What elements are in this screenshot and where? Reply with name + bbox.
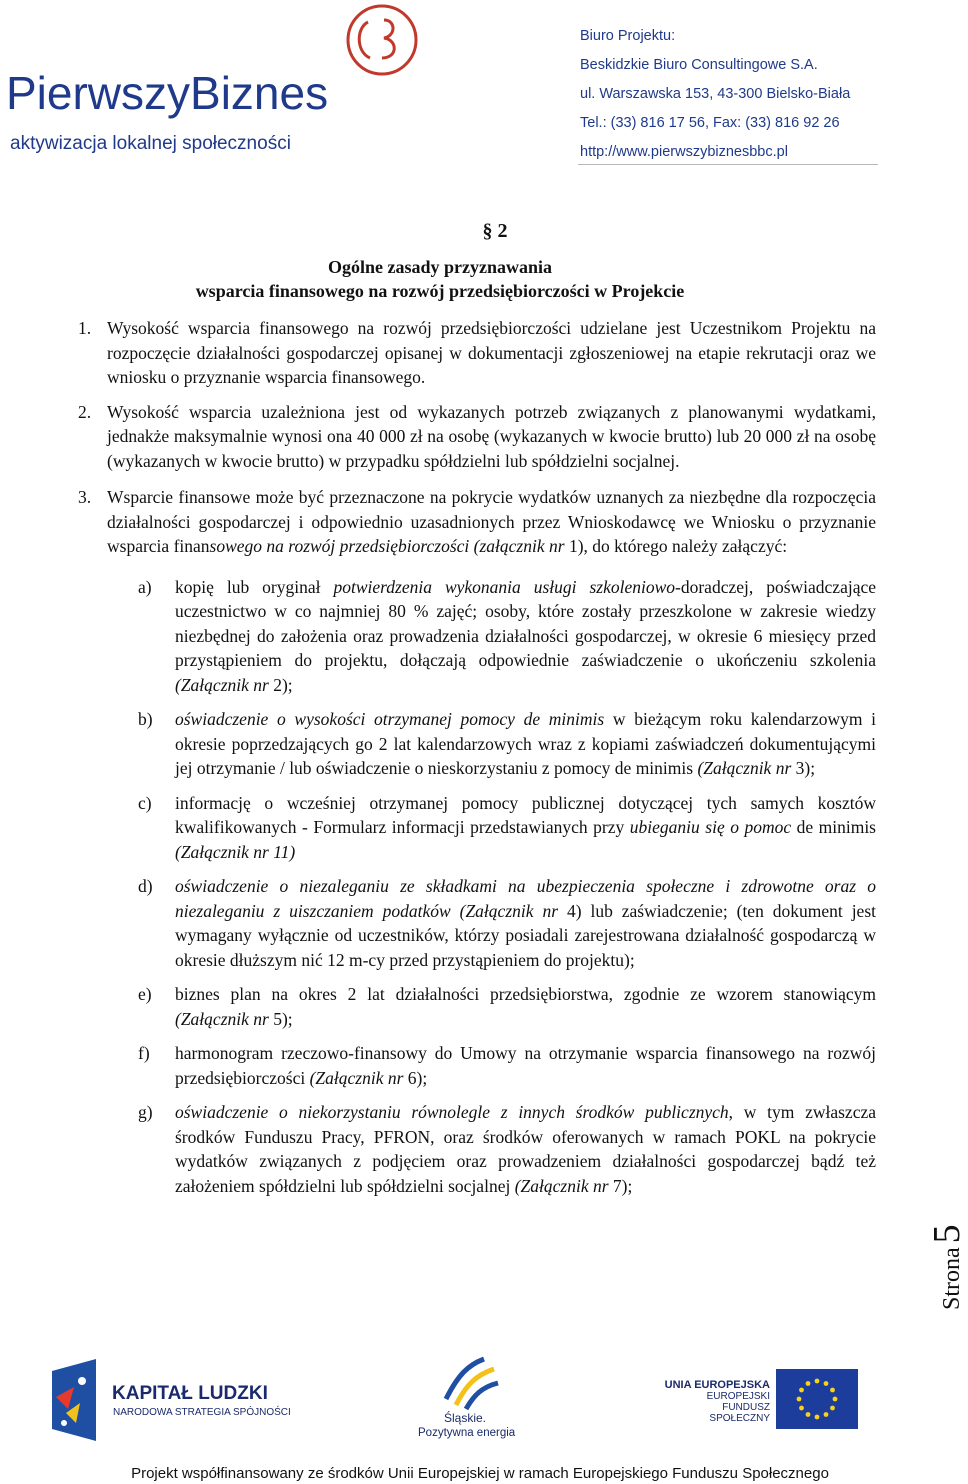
attachment-letter: a) bbox=[138, 576, 152, 597]
attachment-list bbox=[138, 575, 876, 1199]
attachment-letter: d) bbox=[138, 876, 153, 896]
attachment-letter: f) bbox=[138, 1043, 150, 1063]
attachment-text-italic: oświadczenie o wysokości otrzymanej pomocy de minimis bbox=[175, 709, 605, 729]
footer-logos bbox=[0, 1355, 960, 1445]
slaskie-tagline: Pozytywna energia bbox=[418, 1427, 516, 1439]
attachment-item-f bbox=[138, 1041, 876, 1090]
attachment-text: , w tym zwłaszcza środków Funduszu Pracy, PFRON, oraz środków oferowanych w ramach POKL na pokrycie wydatków związanych z podjęciem oraz prowadzeniem działalności gospodarczej bądź też założeniem spółdzielni lub spółdzielni socjalnej bbox=[175, 1102, 876, 1196]
kapital-ludzki-title: KAPITAŁ LUDZKI bbox=[112, 1383, 268, 1404]
section-number: § 2 bbox=[482, 220, 508, 242]
letterhead bbox=[0, 0, 960, 170]
attachment-text-italic: (Załącznik nr bbox=[514, 1175, 613, 1196]
attachment-text-italic: (Załącznik nr bbox=[175, 1008, 274, 1029]
attachment-text-italic: (Załącznik nr bbox=[697, 758, 796, 778]
numbered-item bbox=[78, 485, 876, 559]
office-url[interactable]: http://www.pierwszybiznesbbc.pl bbox=[580, 144, 788, 160]
header-divider bbox=[578, 164, 878, 165]
bbc-monogram-logo bbox=[338, 2, 426, 82]
kapital-ludzki-logo-icon bbox=[46, 1357, 104, 1443]
attachment-text-italic: oświadczenie o niekorzystaniu równolegle z innych środków publicznych bbox=[175, 1102, 729, 1122]
item-number: 2. bbox=[78, 401, 92, 422]
item-text: Wysokość wsparcia finansowego na rozwój przedsiębiorczości udzielane jest Uczestnikom Projektu na rozpoczęcie działalności gospodarczej opisanej w dokumentacji zgłoszeniowej na etapie rekrutacji oraz we wniosku o przyznanie wsparcia finansowego. bbox=[107, 318, 876, 387]
section-title-line1: Ogólne zasady przyznawania bbox=[327, 257, 552, 277]
attachment-item-e bbox=[138, 982, 876, 1031]
attachment-text: harmonogram rzeczowo-finansowy do Umowy na otrzymanie wsparcia finansowego na rozwój przedsiębiorczości bbox=[175, 1043, 876, 1088]
cofinancing-note: Projekt współfinansowany ze środków Unii Europejskiej w ramach Europejskiego Funduszu Społecznego bbox=[131, 1465, 829, 1482]
attachment-item-c bbox=[138, 791, 876, 865]
attachment-text: w bieżącym roku kalendarzowym i okresie poprzedzających go 2 lat kalendarzowych wraz z kopiami zaświadczeń dokumentującymi jej otrzymanie / lub oświadczenie o nieskorzystaniu z pomocy de minimis bbox=[175, 709, 877, 778]
attachment-item-d bbox=[138, 874, 876, 972]
attachment-text: de minimis bbox=[791, 817, 876, 837]
attachment-item-b bbox=[138, 707, 876, 781]
item-text-italic: sowego na rozwój przedsiębiorczości (załącznik nr bbox=[209, 536, 565, 556]
attachment-text-italic: potwierdzenia wykonania usługi szkoleniowo bbox=[333, 576, 676, 597]
eu-flag-icon bbox=[776, 1369, 858, 1429]
logo-tagline: aktywizacja lokalnej społeczności bbox=[10, 133, 291, 154]
attachment-text: 3); bbox=[795, 758, 816, 778]
attachment-item-g bbox=[138, 1100, 876, 1198]
attachment-text-italic: (Załącznik nr 11) bbox=[175, 841, 296, 862]
attachment-text-italic: (Załącznik nr bbox=[175, 674, 274, 695]
numbered-item bbox=[78, 400, 876, 474]
attachment-letter: c) bbox=[138, 792, 152, 813]
eu-line3: FUNDUSZ SPOŁECZNY bbox=[709, 1402, 770, 1424]
attachment-letter: e) bbox=[138, 984, 152, 1004]
office-address: ul. Warszawska 153, 43-300 Bielsko-Biała bbox=[580, 86, 851, 102]
item-text: Wsparcie finansowe może być przeznaczone na pokrycie wydatków uznanych za niezbędne dla rozpoczęcia działalności gospodarczej i odpowiednio uzasadnionych przez Wnioskodawcę we Wniosku o przyznanie wsparcia finan bbox=[107, 487, 876, 556]
attachment-text-italic: (Załącznik nr bbox=[309, 1067, 408, 1088]
attachment-text-italic: ubieganiu się o pomoc bbox=[629, 817, 792, 837]
office-contact-block bbox=[580, 22, 850, 167]
slaskie-logo-icon bbox=[438, 1355, 502, 1411]
page-label: Strona bbox=[939, 1247, 965, 1310]
logo-wordmark: PierwszyBiznes bbox=[6, 67, 329, 119]
document-body bbox=[78, 316, 876, 1208]
page-number: 5 bbox=[926, 1224, 968, 1244]
office-label: Biuro Projektu: bbox=[580, 28, 676, 44]
item-number: 1. bbox=[78, 318, 92, 338]
kapital-ludzki-subtitle: NARODOWA STRATEGIA SPÓJNOŚCI bbox=[113, 1407, 291, 1418]
attachment-text: 5); bbox=[273, 1008, 293, 1029]
numbered-item bbox=[78, 316, 876, 390]
section-title-line2: wsparcia finansowego na rozwój przedsiębiorczości w Projekcie bbox=[195, 281, 685, 301]
attachment-text: 7); bbox=[612, 1175, 633, 1196]
item-text: Wysokość wsparcia uzależniona jest od wykazanych potrzeb związanych z planowanymi wydatkami, jednakże maksymalnie wynosi ona 40 000 zł na osobę (wykazanych w kwocie brutto) lub 20 000 zł na osobę (wykazanych w kwocie brutto) w przypadku spółdzielni lub spółdzielni socjalnej. bbox=[107, 401, 876, 471]
office-phone: Tel.: (33) 816 17 56, Fax: (33) 816 92 26 bbox=[580, 115, 840, 131]
attachment-letter: g) bbox=[138, 1102, 153, 1122]
attachment-letter: b) bbox=[138, 709, 153, 729]
attachment-text: kopię lub oryginał bbox=[175, 576, 334, 597]
attachment-text: 4) lub zaświadczenie; (ten dokument jest wymagany wyłącznie od uczestników, którzy posiadali zarejestrowana działalność gospodarczą w okresie dłuższym nić 12 m-cy przed przystąpieniem do projektu); bbox=[175, 900, 876, 970]
attachment-item-a bbox=[138, 575, 876, 698]
attachment-text: -doradczej, poświadczające uczestnictwo w co najmniej 80 % zajęć; osoby, które zostały przeszkolone w zakresie wiedzy niezbędnej do założenia oraz prowadzenia działalności gospodarczej, w okresie 6 miesięcy przed przystąpieniem do projektu, dołączają odpowiednie zaświadczenie o ukończeniu szkolenia bbox=[175, 576, 877, 670]
page-number-marker bbox=[928, 1224, 966, 1310]
eu-line2: EUROPEJSKI bbox=[706, 1391, 770, 1402]
attachment-text: 6); bbox=[407, 1067, 428, 1088]
eu-line1: UNIA EUROPEJSKA bbox=[664, 1379, 770, 1391]
eu-label bbox=[662, 1379, 770, 1424]
attachment-text: biznes plan na okres 2 lat działalności przedsiębiorstwa, zgodnie ze wzorem stanowiącym bbox=[175, 984, 876, 1004]
item-text: 1), do którego należy załączyć: bbox=[564, 536, 788, 556]
slaskie-name: Śląskie. bbox=[444, 1411, 487, 1425]
item-number: 3. bbox=[78, 487, 92, 507]
attachment-text: 2); bbox=[273, 674, 293, 695]
attachment-text: informację o wcześniej otrzymanej pomocy publicznej dotyczącej tych samych kosztów kwalifikowanych - Formularz informacji przedstawianych przy bbox=[175, 792, 876, 837]
attachment-text-italic: oświadczenie o niezaleganiu ze składkami na ubezpieczenia społeczne i zdrowotne oraz o niezaleganiu z uiszczaniem podatków (Załącznik nr bbox=[175, 876, 876, 921]
office-name: Beskidzkie Biuro Consultingowe S.A. bbox=[580, 57, 818, 73]
